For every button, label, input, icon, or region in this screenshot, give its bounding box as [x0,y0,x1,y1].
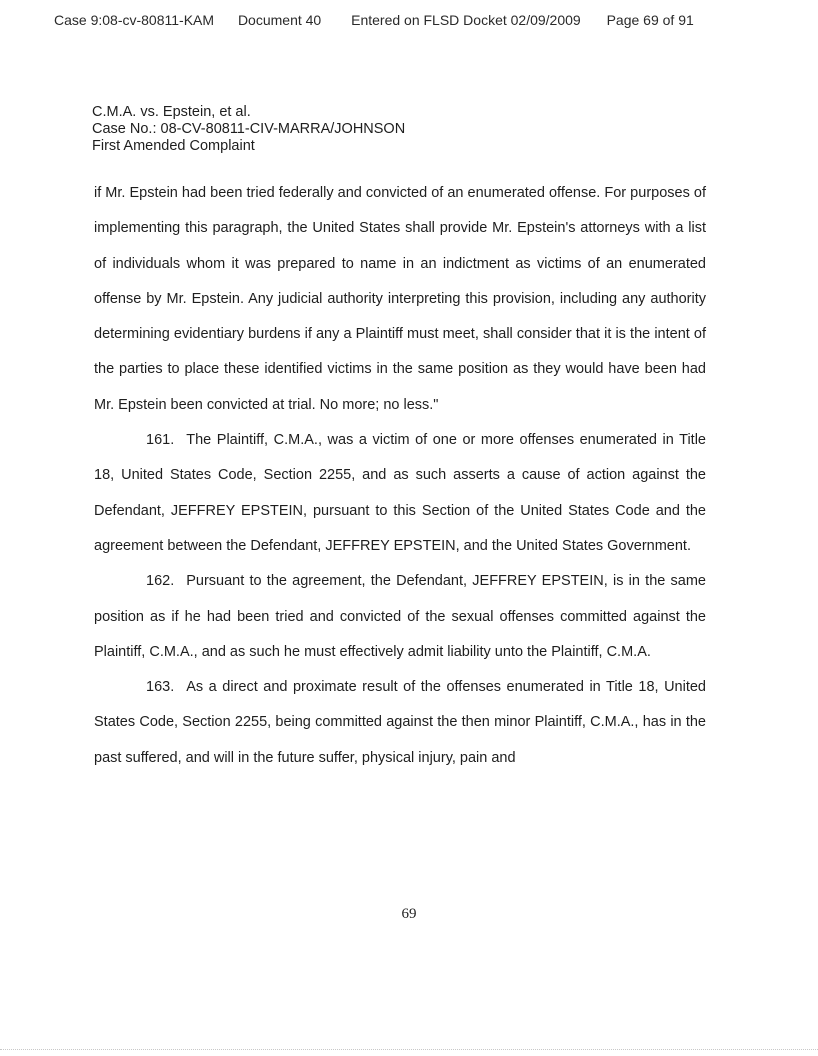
document-body [94,176,706,776]
case-caption [92,104,405,155]
paragraph-162 [94,564,706,670]
header-entered-date: Entered on FLSD Docket 02/09/2009 [351,12,581,28]
scan-edge-divider [0,1049,818,1050]
paragraph-text: As a direct and proximate result of the offenses enumerated in Title 18, United States Code, Section 2255, being committed against the then minor Plaintiff, C.M.A., has in the past suffered, and will in the future suffer, physical injury, pain and [94,679,706,766]
paragraph-number: 162. [146,573,175,590]
paragraph-number: 161. [146,432,175,449]
page-number: 69 [401,906,417,922]
caption-document-title: First Amended Complaint [92,138,255,154]
header-page-count: Page 69 of 91 [606,12,694,28]
paragraph-163 [94,670,706,776]
paragraph-text: Pursuant to the agreement, the Defendant, JEFFREY EPSTEIN, is in the same position as if he had been tried and convicted of the sexual offenses committed against the Plaintiff, C.M.A., and as such he must effectively admit liability unto the Plaintiff, C.M.A. [94,573,706,660]
paragraph-text: The Plaintiff, C.M.A., was a victim of one or more offenses enumerated in Title 18, United States Code, Section 2255, and as such asserts a cause of action against the Defendant, JEFFREY EPSTEIN, pursuant to this Section of the United States Code and the agreement between the Defendant, JEFFREY EPSTEIN, and the United States Government. [94,432,706,554]
caption-parties: C.M.A. vs. Epstein, et al. [92,104,251,120]
caption-case-no: Case No.: 08-CV-80811-CIV-MARRA/JOHNSON [92,121,406,137]
continuation-paragraph: if Mr. Epstein had been tried federally and convicted of an enumerated offense. For purposes of implementing this paragraph, the United States shall provide Mr. Epstein's attorneys with a list of individuals whom it was prepared to name in an indictment as victims of an enumerated offense by Mr. Epstein. Any judicial authority interpreting this provision, including any authority determining evidentiary burdens if any a Plaintiff must meet, shall consider that it is the intent of the parties to place these identified victims in the same position as they would have been had Mr. Epstein been convicted at trial. No more; no less." [94,185,706,413]
header-case-number: Case 9:08-cv-80811-KAM [54,12,215,28]
header-document-number: Document 40 [237,12,322,28]
paragraph-161 [94,423,706,564]
docket-header [54,12,754,28]
paragraph-number: 163. [146,679,175,696]
